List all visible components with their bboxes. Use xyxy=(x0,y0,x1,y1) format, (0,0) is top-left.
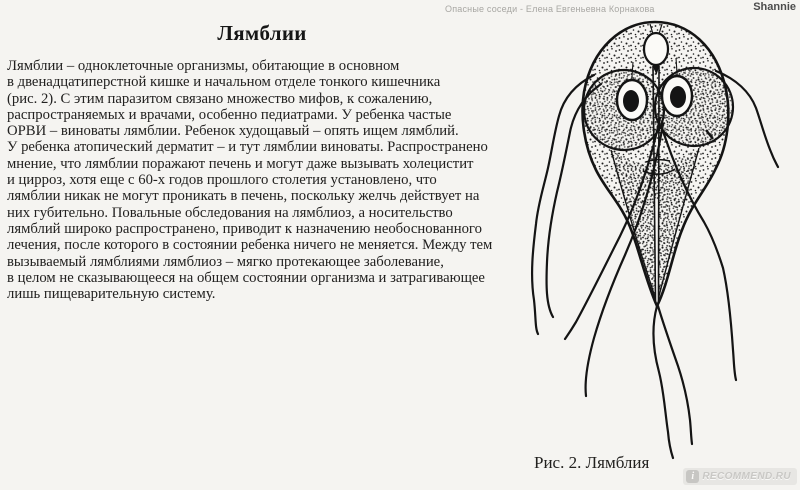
username-watermark: Shannie xyxy=(753,1,796,13)
text-line: лямблии никак не могут проникать в печень, поскольку желчь действует на xyxy=(7,188,480,205)
text-line: лямблий широко распространено, приводит к назначению необоснованного xyxy=(7,220,482,237)
text-line: ОРВИ – виноваты лямблии. Ребенок худощавый – опять ищем лямблий. xyxy=(7,123,459,140)
text-line: распространяемых и врачами, особенно педиатрами. У ребенка частые xyxy=(7,106,452,123)
article-text xyxy=(7,58,529,302)
watermark-label: RECOMMEND.RU xyxy=(702,471,791,482)
figure-caption: Рис. 2. Лямблия xyxy=(534,453,650,472)
text-line: вызываемый лямблиями лямблиоз – мягко протекающее заболевание, xyxy=(7,253,444,270)
text-line: (рис. 2). С этим паразитом связано множество мифов, к сожалению, xyxy=(7,90,433,107)
text-line: У ребенка атопический дерматит – и тут лямблии виноваты. Распространено xyxy=(7,139,488,156)
giardia-illustration xyxy=(510,0,800,490)
text-line: Лямблии – одноклеточные организмы, обитающие в основном xyxy=(7,58,400,74)
watermark-badge xyxy=(683,468,797,485)
info-bubble-icon: i xyxy=(686,470,699,483)
figure xyxy=(510,0,800,490)
breadcrumb-book-title: Опасные соседи - Елена Евгеньевна Корнакова xyxy=(445,4,655,14)
text-line: в целом не сказывающееся на общем состоянии организма и затрагивающее xyxy=(7,269,485,286)
text-line: и цирроз, хотя еще с 60-х годов прошлого столетия установлено, что xyxy=(7,172,437,189)
text-line: лечения, после которого в состоянии ребенка ничего не меняется. Между тем xyxy=(7,237,493,254)
text-line: мнение, что лямблии поражают печень и могут даже вызывать холецистит xyxy=(7,155,474,172)
text-line: них губительно. Повальные обследования на лямблиоз, а носительство xyxy=(7,204,453,221)
text-line: в двенадцатиперстной кишке и начальном отделе тонкого кишечника xyxy=(7,74,441,91)
page-title: Лямблии xyxy=(217,21,307,45)
text-line: лишь пищеварительную систему. xyxy=(7,286,216,303)
